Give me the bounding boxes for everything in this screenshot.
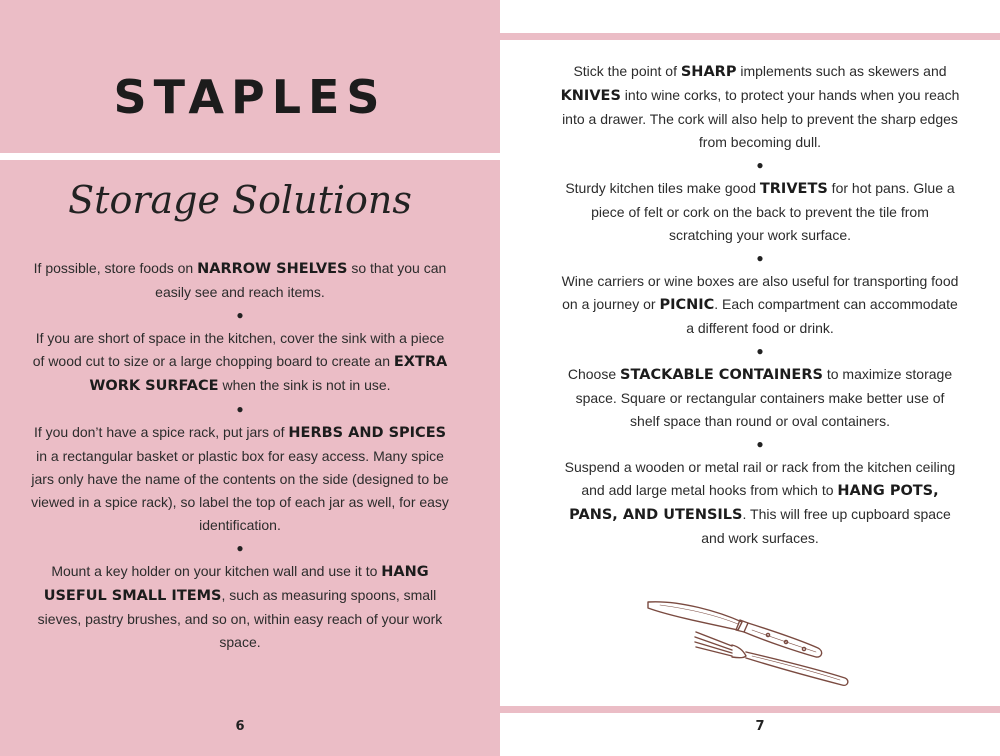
section-title: Storage Solutions — [68, 178, 412, 222]
tip-item: If possible, store foods on NARROW SHELVES so that you can easily see and reach items. — [33, 260, 447, 300]
bottom-rule — [500, 706, 1000, 713]
bullet-separator: ● — [236, 308, 244, 322]
right-page — [500, 0, 1000, 756]
top-rule — [500, 33, 1000, 40]
header-divider — [0, 153, 500, 160]
tip-item: If you are short of space in the kitchen, cover the sink with a piece of wood cut to size or a large chopping board to create an EXTRA WORK SURFACE when the sink is not in use. — [32, 330, 448, 394]
tip-keyword: HANG POTS, PANS, AND UTENSILS — [569, 483, 939, 523]
page-number-left: 6 — [235, 719, 245, 734]
tip-item: Sturdy kitchen tiles make good TRIVETS for hot pans. Glue a piece of felt or cork on the back to prevent the tile from scratching your work surface. — [565, 180, 955, 243]
bullet-separator: ● — [756, 251, 764, 265]
tip-item: Wine carriers or wine boxes are also useful for transporting food on a journey or PICNIC. Each compartment can accommodate a different food or drink. — [561, 273, 959, 336]
tip-keyword: PICNIC — [659, 297, 715, 313]
tip-item: If you don’t have a spice rack, put jars of HERBS AND SPICES in a rectangular basket or plastic box for easy access. Many spice jars only have the name of the contents on the side (designed to be viewed in a spice rack), so label the top of each jar as well, for easy identification. — [31, 424, 449, 533]
tip-keyword: SHARP — [680, 64, 737, 80]
tip-item: Choose STACKABLE CONTAINERS to maximize storage space. Square or rectangular containers make better use of shelf space than round or oval containers. — [567, 366, 953, 429]
tip-keyword: TRIVETS — [759, 181, 828, 197]
right-tips-column — [560, 60, 960, 550]
chapter-title: STAPLES — [113, 70, 387, 124]
tip-keyword: STACKABLE CONTAINERS — [620, 367, 823, 383]
bullet-separator: ● — [756, 437, 764, 451]
page-number-right: 7 — [755, 719, 765, 734]
bullet-separator: ● — [236, 402, 244, 416]
bullet-separator: ● — [756, 344, 764, 358]
bullet-separator: ● — [236, 541, 244, 555]
tip-item: Stick the point of SHARP implements such as skewers and KNIVES into wine corks, to protect your hands when you reach into a drawer. The cork will also help to prevent the sharp edges from becoming dull. — [560, 63, 960, 150]
tip-item: Suspend a wooden or metal rail or rack from the kitchen ceiling and add large metal hooks from which to HANG POTS, PANS, AND UTENSILS. This will free up cupboard space and work surfaces. — [564, 459, 956, 546]
knife-and-fork-icon — [640, 590, 860, 695]
tip-keyword: EXTRA WORK SURFACE — [89, 354, 448, 394]
tip-keyword: KNIVES — [560, 88, 621, 104]
left-tips-column — [30, 257, 450, 654]
bullet-separator: ● — [756, 158, 764, 172]
tip-keyword: HANG USEFUL SMALL ITEMS — [43, 564, 429, 604]
tip-keyword: HERBS AND SPICES — [288, 425, 447, 441]
tip-item: Mount a key holder on your kitchen wall and use it to HANG USEFUL SMALL ITEMS, such as measuring spoons, small sieves, pastry brushes, and so on, within easy reach of your work space. — [37, 563, 443, 650]
tip-keyword: NARROW SHELVES — [197, 261, 348, 277]
